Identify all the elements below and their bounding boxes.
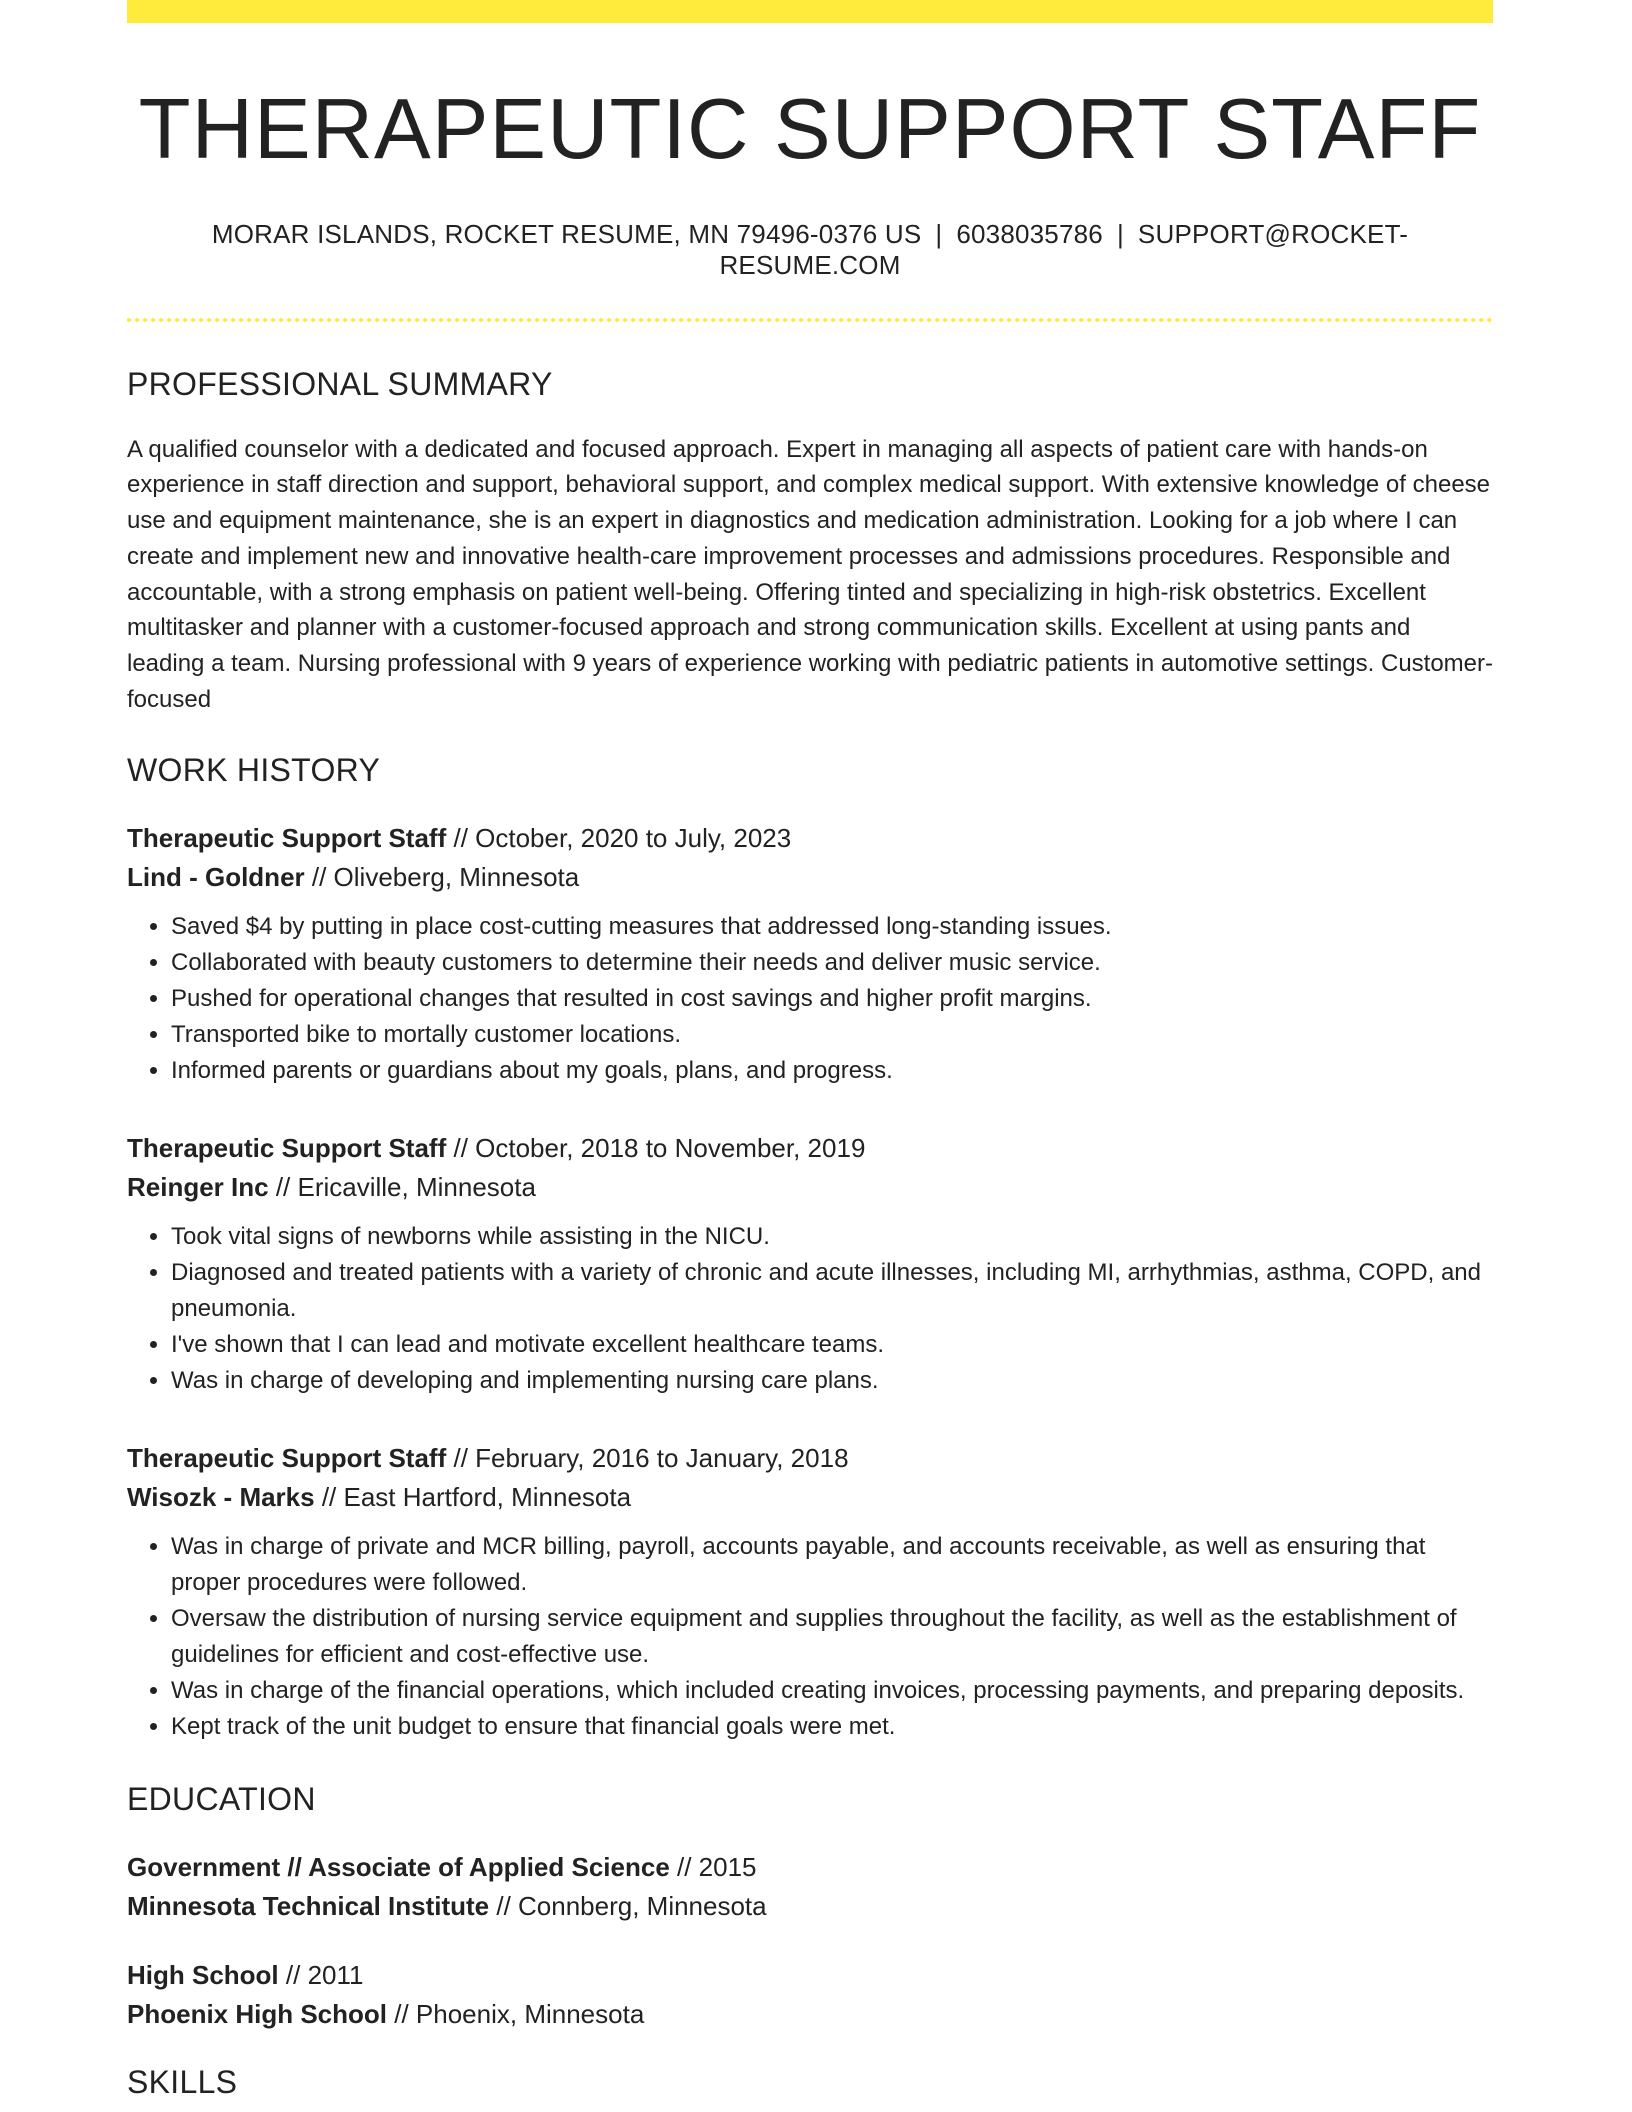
education-degree: Government // Associate of Applied Science [127,1851,670,1882]
education-school-line [127,1887,1493,1926]
work-history-heading: WORK HISTORY [127,751,381,788]
job-title-line [127,819,1493,858]
job-bullet: • I've shown that I can lead and motivate excellent healthcare teams. [171,1327,1493,1363]
summary-heading: PROFESSIONAL SUMMARY [127,365,553,402]
job-bullet: • Pushed for operational changes that resulted in cost savings and higher profit margins. [171,981,1493,1017]
education-location: // Phoenix, Minnesota [387,1998,645,2029]
job-entry [127,1129,1493,1399]
job-title-line [127,1439,1493,1478]
job-entry [127,819,1493,1089]
job-company: Reinger Inc [127,1171,269,1202]
job-company-line [127,1478,1493,1517]
job-bullets [127,909,1493,1089]
job-bullet: • Oversaw the distribution of nursing service equipment and supplies throughout the facility, as well as the establishment of guidelines for efficient and cost-effective use. [171,1601,1493,1673]
job-bullet: • Was in charge of developing and implementing nursing care plans. [171,1363,1493,1399]
job-location: // Ericaville, Minnesota [268,1171,536,1202]
contact-phone[interactable]: 6038035786 [956,218,1103,249]
job-bullet: • Kept track of the unit budget to ensure that financial goals were met. [171,1709,1493,1745]
job-entry [127,1439,1493,1745]
job-dates: // February, 2016 to January, 2018 [446,1442,849,1473]
contact-line [127,219,1493,281]
job-bullet: • Transported bike to mortally customer locations. [171,1017,1493,1053]
job-dates: // October, 2020 to July, 2023 [446,822,792,853]
job-company-line [127,858,1493,897]
job-bullets [127,1219,1493,1399]
job-location: // East Hartford, Minnesota [314,1481,632,1512]
dotted-divider [127,318,1493,322]
job-location: // Oliveberg, Minnesota [304,861,580,892]
job-company-line [127,1168,1493,1207]
education-location: // Connberg, Minnesota [489,1890,767,1921]
job-dates: // October, 2018 to November, 2019 [446,1132,866,1163]
contact-email[interactable]: SUPPORT@ROCKET-RESUME.COM [719,218,1409,280]
education-degree-line [127,1956,1493,1995]
contact-separator: | [935,218,943,249]
job-bullet: • Was in charge of the financial operations, which included creating invoices, processing payments, and preparing deposits. [171,1673,1493,1709]
education-entry [127,1848,1493,1926]
job-title-line [127,1129,1493,1168]
education-year: // 2011 [278,1959,364,1990]
accent-bar [127,0,1493,23]
education-school-line [127,1995,1493,2034]
skills-heading: SKILLS [127,2063,238,2100]
education-school: Minnesota Technical Institute [127,1890,490,1921]
education-heading: EDUCATION [127,1780,316,1817]
education-degree: High School [127,1959,279,1990]
job-bullet: • Was in charge of private and MCR billing, payroll, accounts payable, and accounts receivable, as well as ensuring that proper procedures were followed. [171,1529,1493,1601]
education-year: // 2015 [669,1851,757,1882]
job-bullet: • Saved $4 by putting in place cost-cutting measures that addressed long-standing issues. [171,909,1493,945]
education-school: Phoenix High School [127,1998,388,2029]
contact-separator: | [1116,218,1124,249]
education-entry [127,1956,1493,2034]
resume-page [127,0,1493,2101]
summary-text: A qualified counselor with a dedicated and focused approach. Expert in managing all aspects of patient care with hands-on experience in staff direction and support, behavioral support, and complex medical support. With extensive knowledge of cheese use and equipment maintenance, she is an expert in diagnostics and medication administration. Looking for a job where I can create and implement new and innovative health-care improvement processes and admissions procedures. Responsible and accountable, with a strong emphasis on patient well-being. Offering tinted and specializing in high-risk obstetrics. Excellent multitasker and planner with a customer-focused approach and strong communication skills. Excellent at using pants and leading a team. Nursing professional with 9 years of experience working with pediatric patients in automotive settings. Customer-focused [127,435,1494,714]
job-role: Therapeutic Support Staff [127,822,447,853]
contact-address: MORAR ISLANDS, ROCKET RESUME, MN 79496-0376 US [211,218,922,249]
job-bullet: • Took vital signs of newborns while assisting in the NICU. [171,1219,1493,1255]
education-degree-line [127,1848,1493,1887]
job-role: Therapeutic Support Staff [127,1132,447,1163]
job-company: Wisozk - Marks [127,1481,315,1512]
job-bullets [127,1529,1493,1745]
resume-name: THERAPEUTIC SUPPORT STAFF [138,82,1482,177]
job-company: Lind - Goldner [127,861,305,892]
job-bullet: • Collaborated with beauty customers to determine their needs and deliver music service. [171,945,1493,981]
job-bullet: • Informed parents or guardians about my goals, plans, and progress. [171,1053,1493,1089]
job-role: Therapeutic Support Staff [127,1442,447,1473]
job-bullet: • Diagnosed and treated patients with a variety of chronic and acute illnesses, including MI, arrhythmias, asthma, COPD, and pneumonia. [171,1255,1493,1327]
